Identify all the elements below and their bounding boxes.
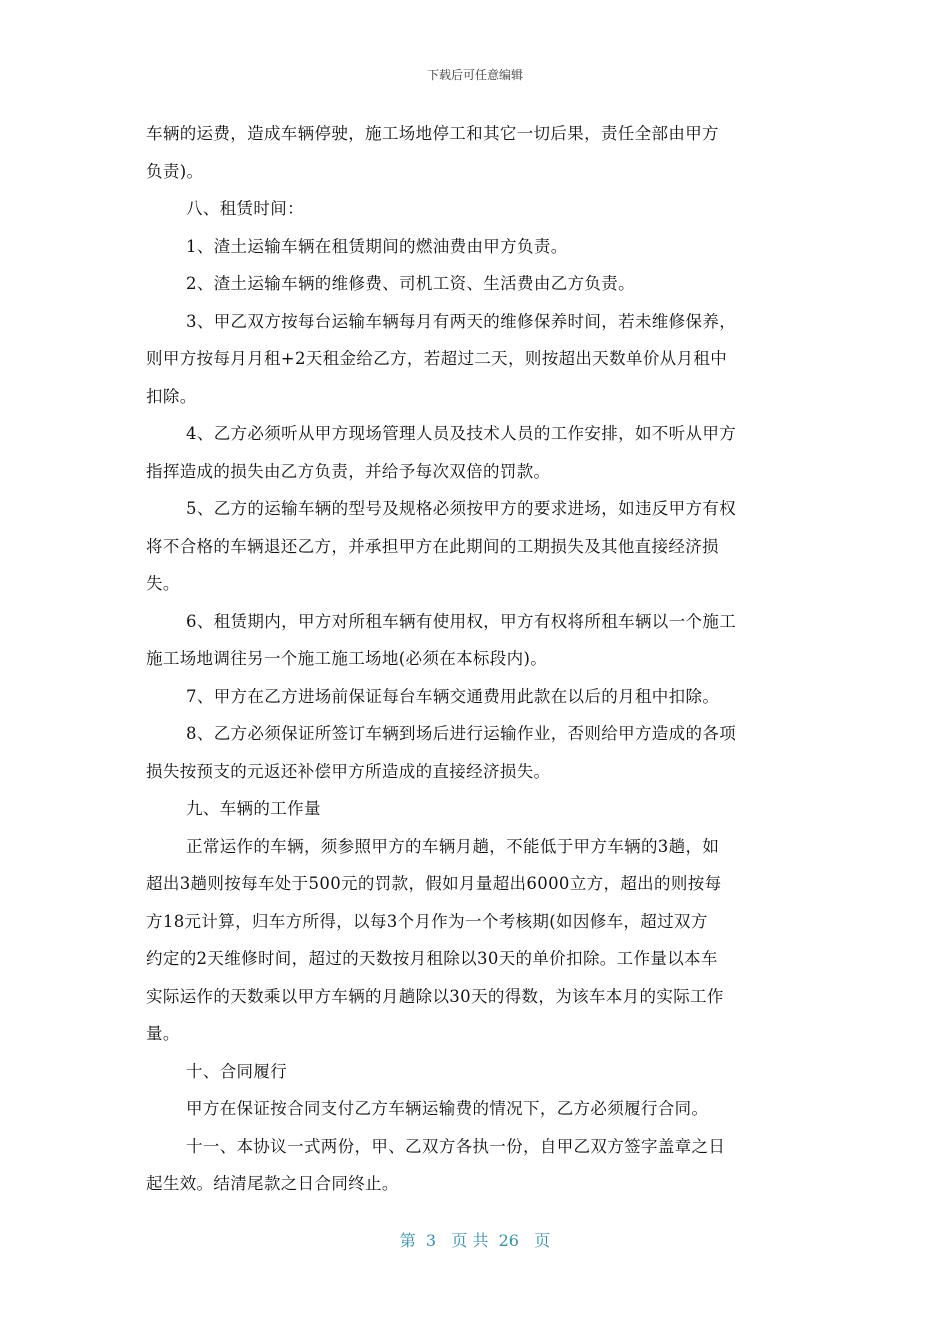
text-line: 损失按预支的元返还补偿甲方所造成的直接经济损失。 (146, 761, 551, 781)
text-line: 量。 (146, 1024, 180, 1043)
text-line: 将不合格的车辆退还乙方，并承担甲方在此期间的工期损失及其他直接经济损 (146, 536, 719, 556)
text-line: 6、租赁期内，甲方对所租车辆有使用权，甲方有权将所租车辆以一个施工 (186, 611, 737, 631)
text-line: 7、甲方在乙方进场前保证每台车辆交通费用此款在以后的月租中扣除。 (186, 686, 720, 706)
text-line: 起生效。结清尾款之日合同终止。 (146, 1174, 399, 1193)
header-note: 下载后可任意编辑 (426, 68, 523, 82)
text-line: 则甲方按每月月租+2天租金给乙方，若超过二天，则按超出天数单价从月租中 (146, 349, 728, 368)
text-line: 实际运作的天数乘以甲方车辆的月趟除以30天的得数，为该车本月的实际工作 (146, 986, 724, 1006)
text-line: 车辆的运费，造成车辆停驶，施工场地停工和其它一切后果，责任全部由甲方 (146, 124, 719, 143)
text-line: 3、甲乙双方按每台运输车辆每月有两天的维修保养时间，若未维修保养， (186, 311, 737, 331)
text-line: 超出3趟则按每车处于500元的罚款，假如月量超出6000立方，超出的则按每 (146, 874, 722, 893)
text-line: 十、合同履行 (186, 1061, 288, 1081)
text-line: 2、渣土运输车辆的维修费、司机工资、生活费由乙方负责。 (186, 274, 635, 293)
text-line: 8、乙方必须保证所签订车辆到场后进行运输作业，否则给甲方造成的各项 (186, 724, 737, 743)
text-line: 施工场地调往另一个施工施工场地(必须在本标段内)。 (146, 649, 548, 668)
text-line: 约定的2天维修时间，超过的天数按月租除以30天的单价扣除。工作量以本车 (146, 949, 718, 968)
text-line: 正常运作的车辆，须参照甲方的车辆月趟，不能低于甲方车辆的3趟，如 (186, 836, 720, 856)
text-line: 指挥造成的损失由乙方负责，并给予每次双倍的罚款。 (146, 461, 551, 481)
page-number-footer: 第 3 页 共 26 页 (399, 1231, 551, 1250)
text-line: 失。 (146, 574, 180, 593)
text-line: 5、乙方的运输车辆的型号及规格必须按甲方的要求进场，如违反甲方有权 (186, 499, 737, 518)
text-line: 负责)。 (146, 161, 204, 181)
document-body (146, 115, 806, 1203)
text-line: 八、租赁时间： (186, 199, 304, 218)
text-line: 十一、本协议一式两份，甲、乙双方各执一份，自甲乙双方签字盖章之日 (186, 1136, 726, 1156)
text-line: 甲方在保证按合同支付乙方车辆运输费的情况下，乙方必须履行合同。 (186, 1099, 709, 1118)
text-line: 扣除。 (146, 386, 197, 406)
text-line: 方18元计算，归车方所得，以每3个月作为一个考核期(如因修车，超过双方 (146, 911, 708, 931)
text-line: 九、车辆的工作量 (186, 799, 321, 818)
text-line: 4、乙方必须听从甲方现场管理人员及技术人员的工作安排，如不听从甲方 (186, 424, 737, 443)
text-line: 1、渣土运输车辆在租赁期间的燃油费由甲方负责。 (186, 236, 568, 256)
